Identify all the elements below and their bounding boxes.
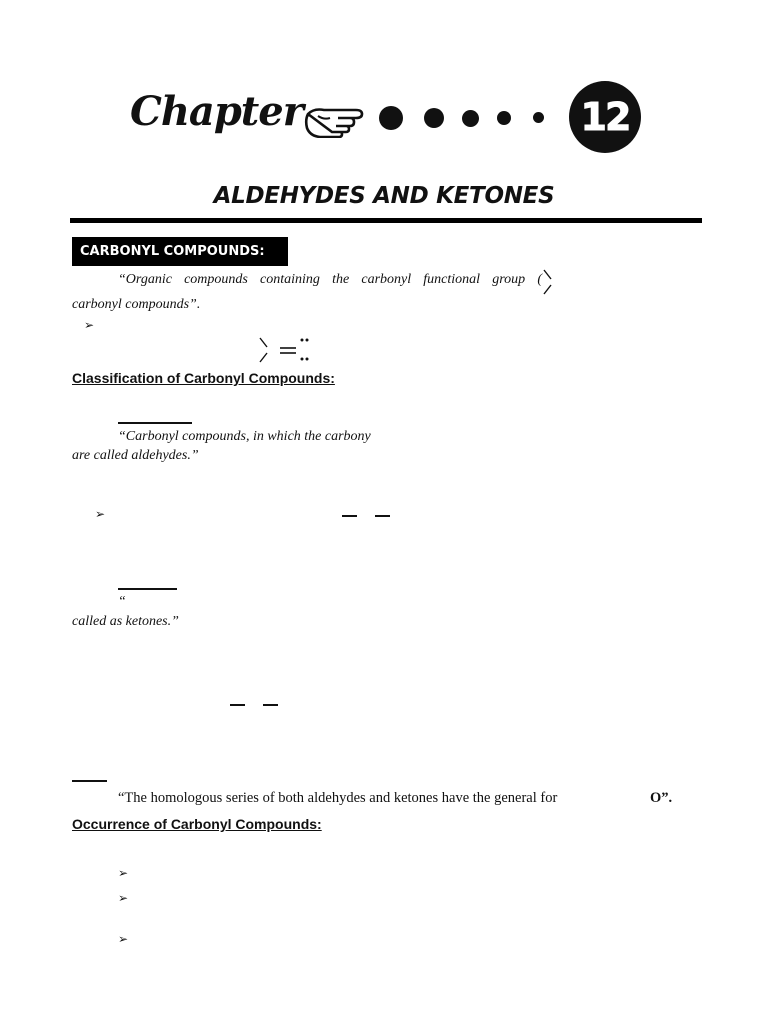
arrowhead-bullet-icon: ➢ (84, 318, 95, 332)
pointing-hand-icon (304, 104, 364, 138)
aldehydes-underline (118, 422, 192, 424)
classification-heading: Classification of Carbonyl Compounds: (72, 370, 335, 386)
chapter-number-badge (569, 81, 641, 153)
carbonyl-bond-icon (541, 268, 555, 296)
occurrence-heading: Occurrence of Carbonyl Compounds: (72, 816, 322, 832)
general-formula-text: “The homologous series of both aldehydes and ketones have the general for (118, 790, 558, 806)
arrowhead-bullet-icon: ➢ (95, 507, 106, 521)
arrowhead-bullet-icon: ➢ (118, 932, 129, 946)
ketone-definition-line2: called as ketones.” (72, 614, 179, 629)
chapter-number: 12 (580, 95, 630, 139)
bond-dash (263, 704, 278, 706)
decorative-dot (533, 112, 544, 123)
aldehyde-definition-line2: are called aldehydes.” (72, 448, 199, 463)
decorative-dot (462, 110, 479, 127)
arrowhead-bullet-icon: ➢ (118, 891, 129, 905)
chapter-label: Chapter (130, 88, 303, 135)
ketones-underline (118, 588, 177, 590)
arrowhead-bullet-icon: ➢ (118, 866, 129, 880)
carbonyl-structure-icon (256, 334, 312, 364)
ketone-definition-open-quote: “ (118, 594, 126, 609)
decorative-dot (379, 106, 403, 130)
bond-dash (342, 515, 357, 517)
note-underline (72, 780, 107, 782)
decorative-dot (497, 111, 511, 125)
carbonyl-definition-line1: “Organic compounds containing the carbonyl functional group ( (118, 272, 542, 287)
general-formula-end: O”. (650, 790, 673, 806)
aldehyde-definition-line1: “Carbonyl compounds, in which the carbony (118, 429, 371, 444)
page-title: ALDEHYDES AND KETONES (213, 183, 555, 209)
bond-dash (230, 704, 245, 706)
bond-dash (375, 515, 390, 517)
title-rule (70, 218, 702, 223)
decorative-dot (424, 108, 444, 128)
section-label-carbonyl: CARBONYL COMPOUNDS: (72, 237, 288, 266)
carbonyl-definition-line2: carbonyl compounds”. (72, 297, 201, 312)
